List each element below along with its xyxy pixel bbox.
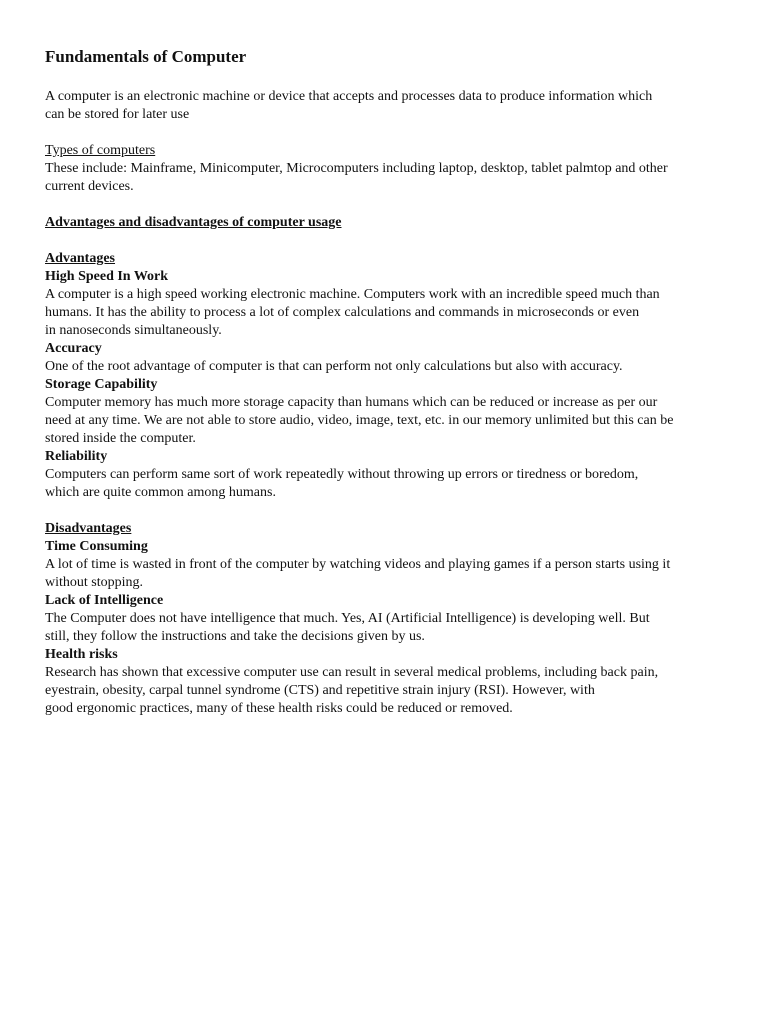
types-heading: Types of computers [45,143,156,158]
text-line: eyestrain, obesity, carpal tunnel syndrome (CTS) and repetitive strain injury (RSI). However, with [45,683,595,698]
disadvantages-section [45,520,735,718]
adv-disadv-heading: Advantages and disadvantages of computer usage [45,215,342,230]
advantage-title-reliability: Reliability [45,449,108,464]
adv-disadv-section [45,214,735,232]
spacer [45,124,735,142]
disadvantage-title-intelligence: Lack of Intelligence [45,593,164,608]
text-line: These include: Mainframe, Minicomputer, Microcomputers including laptop, desktop, tablet palmtop and other [45,161,668,176]
intro-paragraph [45,88,735,124]
document-page [45,46,735,718]
text-line: still, they follow the instructions and take the decisions given by us. [45,629,425,644]
text-line: without stopping. [45,575,144,590]
disadvantage-title-health: Health risks [45,647,118,662]
advantage-title-storage: Storage Capability [45,377,158,392]
text-line: stored inside the computer. [45,431,196,446]
text-line: need at any time. We are not able to store audio, video, image, text, etc. in our memory unlimited but this can be [45,413,674,428]
text-line: humans. It has the ability to process a lot of complex calculations and commands in microseconds or even [45,305,640,320]
text-line: which are quite common among humans. [45,485,276,500]
spacer [45,232,735,250]
text-line: Computer memory has much more storage capacity than humans which can be reduced or increase as per our [45,395,658,410]
advantages-heading: Advantages [45,251,116,266]
text-line: A computer is an electronic machine or device that accepts and processes data to produce information which [45,89,653,104]
types-section [45,142,735,196]
text-line: A computer is a high speed working electronic machine. Computers work with an incredible speed much than [45,287,660,302]
disadvantages-heading: Disadvantages [45,521,132,536]
text-line: current devices. [45,179,134,194]
text-line: can be stored for later use [45,107,190,122]
disadvantage-title-time: Time Consuming [45,539,148,554]
text-line: in nanoseconds simultaneously. [45,323,222,338]
document-title: Fundamentals of Computer [45,47,247,66]
advantage-title-accuracy: Accuracy [45,341,102,356]
advantages-section [45,250,735,502]
advantage-title-high-speed: High Speed In Work [45,269,169,284]
text-line: A lot of time is wasted in front of the computer by watching videos and playing games if a person starts using it [45,557,671,572]
text-line: good ergonomic practices, many of these health risks could be reduced or removed. [45,701,513,716]
spacer [45,196,735,214]
text-line: Computers can perform same sort of work repeatedly without throwing up errors or tiredness or boredom, [45,467,639,482]
text-line: Research has shown that excessive computer use can result in several medical problems, including back pain, [45,665,659,680]
text-line: One of the root advantage of computer is that can perform not only calculations but also with accuracy. [45,359,623,374]
text-line: The Computer does not have intelligence that much. Yes, AI (Artificial Intelligence) is developing well. But [45,611,650,626]
spacer [45,502,735,520]
